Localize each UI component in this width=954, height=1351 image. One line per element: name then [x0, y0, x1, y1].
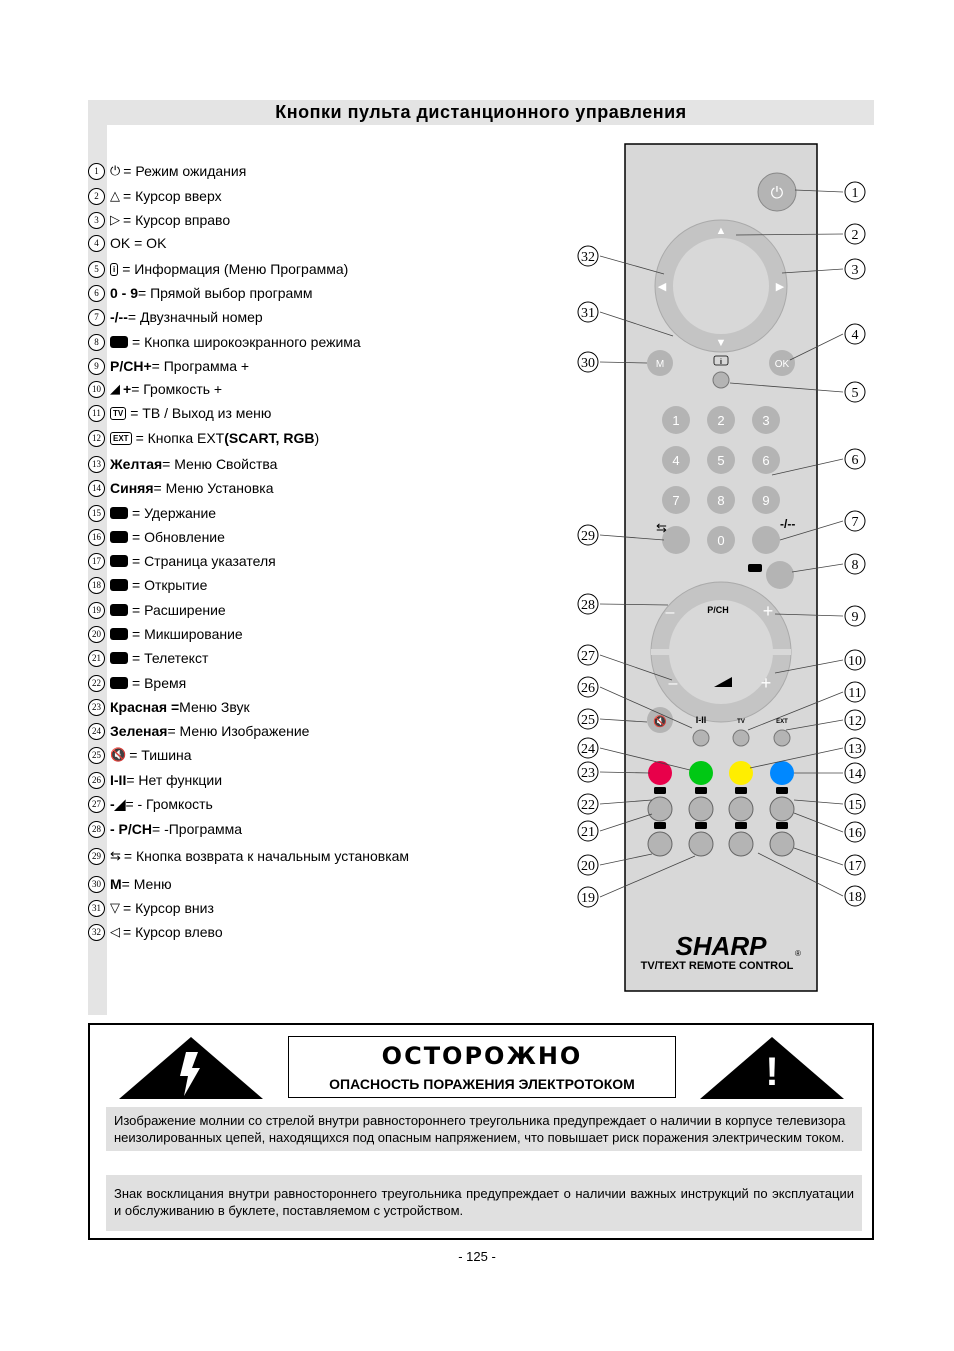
legend-number: 23 [88, 699, 105, 716]
legend-teletext-icon [110, 555, 128, 567]
legend-number: 28 [88, 821, 105, 838]
digit-label: 4 [672, 453, 680, 468]
legend-number: 16 [88, 529, 105, 546]
green-button[interactable] [689, 761, 713, 785]
legend-number: 19 [88, 602, 105, 619]
legend-teletext-icon [110, 531, 128, 543]
legend-text: M [110, 876, 122, 892]
two-digit-label: -/-- [780, 517, 796, 531]
legend-item-28 [88, 818, 242, 840]
legend-item-32 [88, 921, 223, 943]
legend-text: = Прямой выбор программ [138, 285, 313, 301]
legend-text: = Удержание [132, 505, 217, 521]
callout-label: 15 [848, 798, 862, 813]
legend-number: 6 [88, 285, 105, 302]
legend-number: 3 [88, 212, 105, 229]
teletext-button-4[interactable] [770, 797, 794, 821]
ext-button[interactable] [774, 730, 790, 746]
legend-text: = Громкость + [131, 381, 223, 397]
legend-number: 20 [88, 626, 105, 643]
legend-item-19 [88, 599, 226, 621]
legend-symbol-icon: 🔇 [110, 747, 127, 762]
legend-text: (SCART, RGB [224, 430, 315, 446]
legend-text: = Меню [121, 876, 172, 892]
blue-button[interactable] [770, 761, 794, 785]
volume-minus-button[interactable]: – [668, 675, 678, 692]
legend-text: = - Громкость [125, 796, 213, 812]
legend-text: I-II [110, 772, 127, 788]
cursor-down-icon[interactable]: ▼ [715, 337, 727, 349]
legend-text: = Открытие [132, 577, 208, 593]
legend-item-25 [88, 744, 192, 766]
legend-number: 22 [88, 675, 105, 692]
teletext-icon [695, 787, 707, 794]
legend-number: 7 [88, 309, 105, 326]
cursor-left-icon[interactable]: ◀ [657, 281, 667, 293]
teletext-button-2[interactable] [689, 797, 713, 821]
legend-key-icon: EXT [110, 432, 132, 445]
teletext-icon [654, 822, 666, 829]
digit-label: 7 [672, 493, 680, 508]
legend-text: = Курсор вверх [123, 188, 222, 204]
legend-number: 32 [88, 924, 105, 941]
legend-teletext-icon [110, 579, 128, 591]
legend-text: Меню Звук [179, 699, 250, 715]
teletext-button-6[interactable] [689, 832, 713, 856]
volume-plus-button[interactable]: + [760, 673, 772, 693]
legend-text: = Программа + [151, 358, 250, 374]
legend-item-16 [88, 526, 225, 548]
callout-label: 22 [581, 798, 595, 813]
legend-item-3 [88, 209, 230, 231]
digit-label: 8 [717, 493, 725, 508]
legend-item-2 [88, 185, 222, 207]
legend-text: = Режим ожидания [123, 163, 247, 179]
legend-number: 8 [88, 334, 105, 351]
legend-text: Зеленая [110, 723, 168, 739]
legend-symbol-icon: ◁ [110, 924, 120, 939]
legend-number: 4 [88, 235, 105, 252]
callout-label: 18 [848, 890, 862, 905]
reset-icon: ⇆ [656, 520, 667, 535]
legend-number: 13 [88, 456, 105, 473]
legend-number: 24 [88, 723, 105, 740]
caution-subtitle: ОПАСНОСТЬ ПОРАЖЕНИЯ ЭЛЕКТРОТОКОМ [329, 1076, 635, 1092]
legend-item-31 [88, 897, 214, 919]
legend-text: = Расширение [132, 602, 226, 618]
brand-logo: SHARP [675, 931, 767, 961]
legend-number: 1 [88, 163, 105, 180]
legend-number: 18 [88, 577, 105, 594]
page-number: - 125 - [458, 1249, 496, 1264]
teletext-button-8[interactable] [770, 832, 794, 856]
legend-key-icon: i [110, 263, 118, 276]
model-label: TV/TEXT REMOTE CONTROL [640, 960, 794, 972]
two-digit-button[interactable] [752, 526, 780, 554]
small-key-label: I-II [695, 715, 707, 725]
cursor-up-icon[interactable]: ▲ [715, 225, 727, 237]
caution-title: ОСТОРОЖНО [381, 1042, 583, 1070]
legend-text: = Двузначный номер [127, 309, 263, 325]
digit-label: 6 [762, 453, 770, 468]
legend-text: = Страница указателя [132, 553, 276, 569]
pch-label: P/CH [707, 605, 729, 615]
legend-symbol-icon: △ [110, 188, 120, 203]
teletext-icon [695, 822, 707, 829]
legend-item-15 [88, 502, 216, 524]
legend-text: Синяя [110, 480, 154, 496]
legend-item-18 [88, 574, 207, 596]
teletext-icon [776, 787, 788, 794]
callout-label: 17 [848, 859, 862, 874]
legend-item-8 [88, 331, 361, 353]
ok-label: OK [774, 359, 790, 370]
digit-label: 9 [762, 493, 770, 508]
legend-text: = Нет функции [126, 772, 223, 788]
teletext-icon [654, 787, 666, 794]
i-ii-button[interactable] [693, 730, 709, 746]
legend-item-4 [88, 232, 166, 254]
legend-symbol-icon: ▽ [110, 900, 120, 915]
legend-item-26 [88, 769, 222, 791]
callout-label: 10 [848, 654, 862, 669]
digit-label: 5 [717, 453, 725, 468]
teletext-icon [776, 822, 788, 829]
legend-item-13 [88, 453, 277, 475]
legend-text: = Кнопка возврата к начальным установкам [123, 848, 410, 864]
pch-minus-button[interactable]: – [665, 604, 675, 621]
legend-text: = Время [132, 675, 187, 691]
legend-text: 0 - 9 [110, 285, 139, 301]
legend-text: = Телетекст [132, 650, 209, 666]
legend-text: = Кнопка широкоэкранного режима [132, 334, 361, 350]
legend-number: 2 [88, 188, 105, 205]
tv-button[interactable] [733, 730, 749, 746]
exclamation-mark: ! [765, 1050, 779, 1094]
callout-label: 20 [581, 859, 595, 874]
legend-item-14 [88, 477, 273, 499]
callout-label: 19 [581, 891, 595, 906]
digit-label: 0 [717, 533, 725, 548]
callout-label: 16 [848, 826, 862, 841]
teletext-button-7[interactable] [729, 832, 753, 856]
legend-number: 10 [88, 381, 105, 398]
legend-teletext-icon [110, 677, 128, 689]
legend-number: 29 [88, 848, 105, 865]
legend-text: = Обновление [132, 529, 225, 545]
callout-label: 8 [851, 558, 859, 573]
digit-label: 2 [717, 413, 725, 428]
callout-label: 6 [851, 453, 859, 468]
callout-label: 23 [581, 766, 595, 781]
page-title: Кнопки пульта дистанционного управления [275, 102, 687, 122]
legend-item-23 [88, 696, 250, 718]
legend-text: P/CH+ [110, 358, 152, 374]
teletext-button-3[interactable] [729, 797, 753, 821]
callout-label: 26 [581, 681, 595, 696]
caution-paragraph-exclamation: Знак восклицания внутри равностороннего треугольника предупреждает о наличии важных инструкций по эксплуатации и обслуживанию в буклете, поставляемом с устройством. [106, 1175, 862, 1231]
callout-label: 28 [581, 598, 595, 613]
cursor-center [673, 238, 769, 334]
legend-text: -◢ [110, 795, 126, 812]
legend-item-30 [88, 873, 172, 895]
legend-text: = Курсор вправо [123, 212, 231, 228]
wide-screen-button[interactable] [766, 561, 794, 589]
callout-label: 7 [851, 515, 859, 530]
legend-text: = Тишина [129, 747, 192, 763]
legend-item-9 [88, 355, 249, 377]
teletext-button-1[interactable] [648, 797, 672, 821]
legend-item-1 [88, 160, 246, 182]
legend-text: ) [314, 430, 320, 446]
legend-number: 30 [88, 876, 105, 893]
legend-text: = Меню Установка [153, 480, 274, 496]
callout-label: 21 [581, 825, 595, 840]
legend-key-icon: TV [110, 407, 126, 420]
legend-item-11 [88, 402, 271, 424]
callout-label: 1 [851, 186, 859, 201]
small-key-label: TV [737, 719, 745, 725]
caution-paragraph-lightning: Изображение молнии со стрелой внутри равностороннего треугольника предупреждает о наличии в корпусе телевизора неизолированных цепей, находящихся под опасным напряжением, что повышает риск поражения электрическим током. [106, 1107, 862, 1151]
legend-item-22 [88, 672, 186, 694]
legend-symbol-icon: ⏻ [110, 163, 121, 178]
callout-label: 3 [851, 263, 859, 278]
legend-text: Желтая [110, 456, 163, 472]
legend-text: = Информация (Меню Программа) [122, 261, 349, 277]
teletext-button-5[interactable] [648, 832, 672, 856]
callout-label: 4 [851, 328, 859, 343]
callout-label: 25 [581, 713, 595, 728]
legend-teletext-icon [110, 604, 128, 616]
legend-number: 12 [88, 430, 105, 447]
legend-item-24 [88, 720, 309, 742]
pch-plus-button[interactable]: + [762, 601, 774, 621]
callout-label: 9 [851, 610, 859, 625]
legend-text: = Курсор вниз [123, 900, 214, 916]
caution-title-box [288, 1036, 676, 1098]
legend-text: + [123, 381, 132, 397]
legend-text: OK = OK [110, 235, 167, 251]
callout-label: 24 [581, 742, 595, 757]
yellow-button[interactable] [729, 761, 753, 785]
callout-label: 27 [581, 649, 595, 664]
legend-item-5 [88, 258, 348, 280]
legend-text: Красная = [110, 699, 180, 715]
callout-label: 32 [581, 250, 595, 265]
legend-text: - P/CH [110, 821, 152, 837]
legend-symbol-icon: ⇆ [110, 848, 121, 863]
legend-text: -/-- [110, 309, 128, 325]
legend-text: = Курсор влево [123, 924, 223, 940]
legend-teletext-icon [110, 507, 128, 519]
digit-label: 3 [762, 413, 770, 428]
digit-label: 1 [672, 413, 680, 428]
callout-label: 14 [848, 767, 862, 782]
legend-text: = Меню Свойства [162, 456, 278, 472]
cursor-right-icon[interactable]: ▶ [775, 281, 785, 293]
legend-number: 25 [88, 747, 105, 764]
callout-label: 29 [581, 529, 595, 544]
power-icon: ⏻ [770, 183, 784, 202]
teletext-icon [735, 822, 747, 829]
legend-item-7 [88, 306, 263, 328]
legend-number: 21 [88, 650, 105, 667]
menu-label: M [655, 359, 665, 370]
legend-item-6 [88, 282, 313, 304]
callout-label: 12 [848, 714, 862, 729]
callout-label: 31 [581, 306, 595, 321]
info-button[interactable] [713, 372, 729, 388]
legend-number: 9 [88, 358, 105, 375]
legend-text: = -Программа [152, 821, 243, 837]
teletext-icon [735, 787, 747, 794]
legend-item-12 [88, 427, 319, 449]
legend-number: 15 [88, 505, 105, 522]
legend-text: = ТВ / Выход из меню [130, 405, 272, 421]
callout-label: 11 [848, 686, 862, 701]
legend-number: 17 [88, 553, 105, 570]
legend-number: 5 [88, 261, 105, 278]
legend-text: = Кнопка EXT [135, 430, 225, 446]
legend-item-17 [88, 550, 276, 572]
info-label: i [720, 359, 722, 366]
legend-item-10 [88, 378, 222, 400]
callout-label: 30 [581, 356, 595, 371]
wide-screen-icon [748, 564, 762, 572]
callout-label: 5 [851, 386, 859, 401]
registered-mark: ® [795, 949, 801, 958]
legend-item-29 [88, 845, 409, 867]
legend-text: = Микширование [132, 626, 243, 642]
callout-label: 2 [851, 228, 859, 243]
legend-item-27 [88, 793, 213, 815]
legend-number: 14 [88, 480, 105, 497]
legend-item-20 [88, 623, 243, 645]
lightning-bolt-icon [176, 1052, 206, 1096]
legend-number: 31 [88, 900, 105, 917]
remote-control-diagram [560, 140, 880, 1000]
legend-teletext-icon [110, 336, 128, 348]
legend-number: 26 [88, 772, 105, 789]
legend-number: 27 [88, 796, 105, 813]
legend-symbol-icon: ◢ [110, 381, 120, 396]
legend-text: = Меню Изображение [167, 723, 310, 739]
legend-symbol-icon: ▷ [110, 212, 120, 227]
legend-item-21 [88, 647, 208, 669]
mute-icon: 🔇 [653, 716, 667, 728]
legend-teletext-icon [110, 628, 128, 640]
callout-label: 13 [848, 742, 862, 757]
legend-teletext-icon [110, 652, 128, 664]
legend-number: 11 [88, 405, 105, 422]
small-key-label: EXT [776, 719, 788, 725]
